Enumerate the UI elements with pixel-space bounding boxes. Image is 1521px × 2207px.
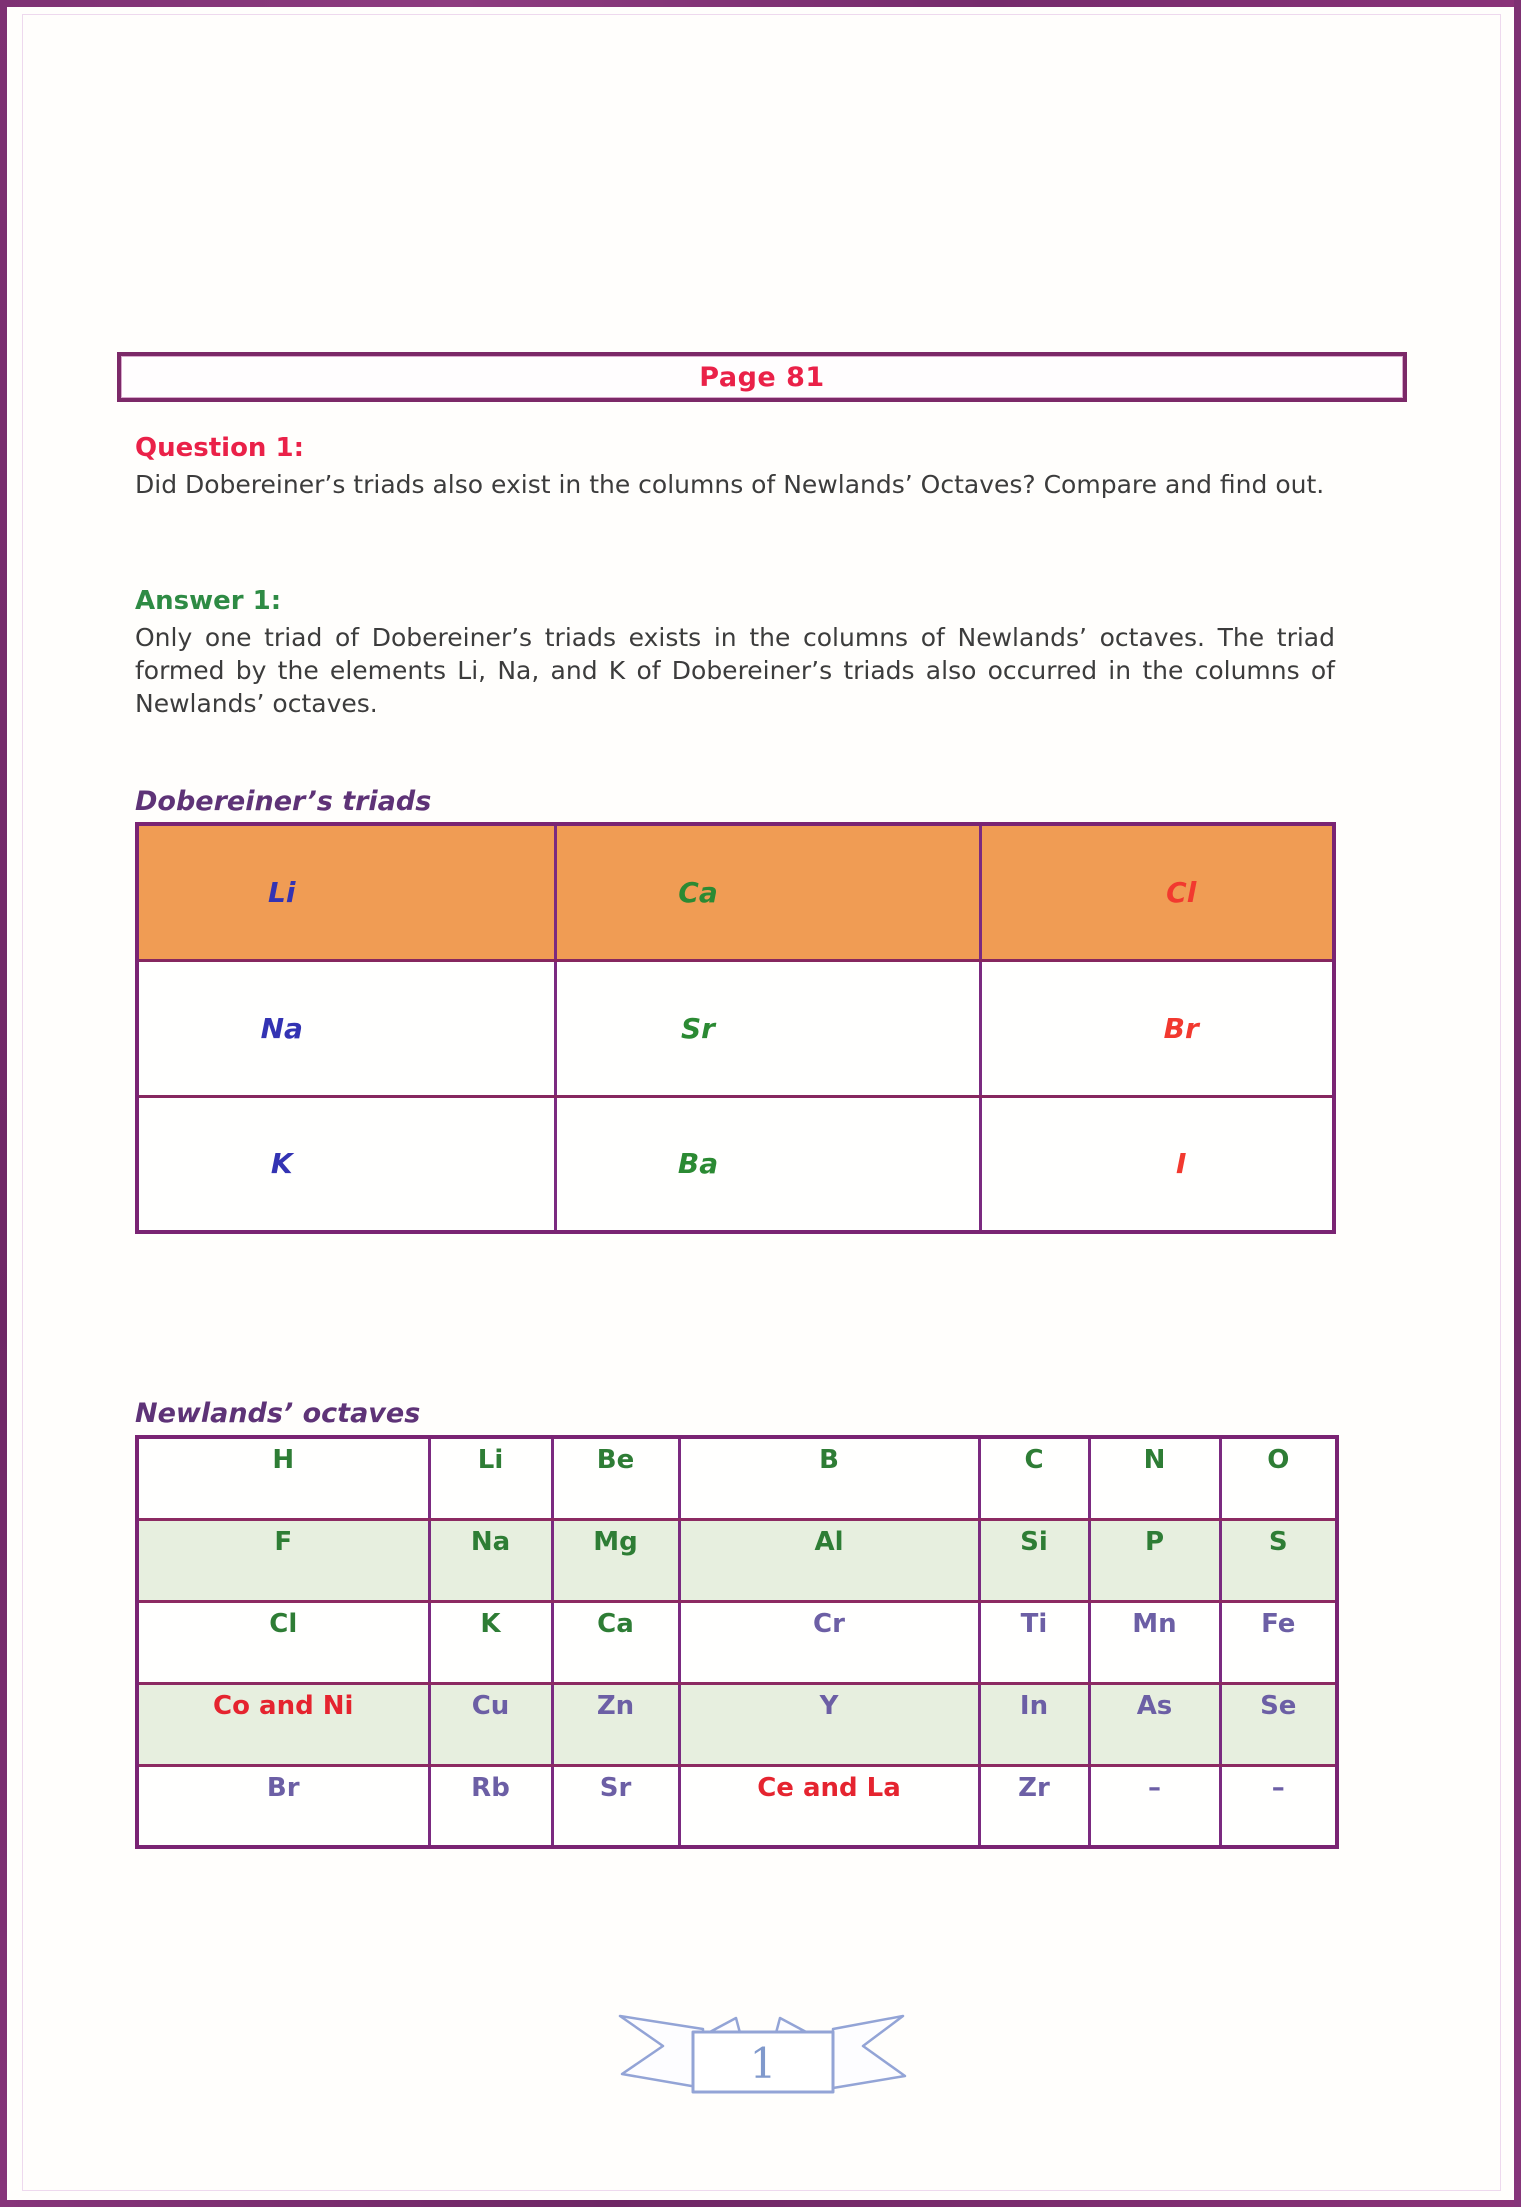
page-border-left <box>0 0 7 2207</box>
question-section <box>135 433 1335 501</box>
element-cell: H <box>137 1437 429 1519</box>
table-row <box>137 960 1334 1096</box>
answer-section <box>135 586 1335 720</box>
page-banner-label: Page 81 <box>699 361 825 393</box>
element-cell: Na <box>137 960 555 1096</box>
element-cell: In <box>979 1683 1089 1765</box>
element-cell: Li <box>137 824 555 960</box>
element-cell: Se <box>1220 1683 1337 1765</box>
element-cell: Sr <box>555 960 980 1096</box>
element-cell: Fe <box>1220 1601 1337 1683</box>
element-cell: B <box>679 1437 979 1519</box>
element-cell: Cl <box>137 1601 429 1683</box>
element-cell: Br <box>980 960 1334 1096</box>
element-cell: S <box>1220 1519 1337 1601</box>
answer-label: Answer 1: <box>135 586 282 616</box>
element-cell: Na <box>429 1519 552 1601</box>
page-number: 1 <box>749 2039 777 2088</box>
element-cell: Zn <box>552 1683 679 1765</box>
triads-table-heading: Dobereiner’s triads <box>135 786 432 817</box>
element-cell: – <box>1220 1765 1337 1847</box>
element-cell: I <box>980 1096 1334 1232</box>
ribbon-left-tail <box>620 2016 703 2088</box>
table-row <box>137 1601 1337 1683</box>
table-row <box>137 1765 1337 1847</box>
element-cell: Mn <box>1089 1601 1220 1683</box>
answer-text: Only one triad of Dobereiner’s triads exists in the columns of Newlands’ octaves. The triad formed by the elements Li, Na, and K of Dobereiner’s triads also occurred in the columns of Newlands’ octaves. <box>135 623 1335 718</box>
element-cell: Ti <box>979 1601 1089 1683</box>
element-cell: Ba <box>555 1096 980 1232</box>
page-border-bottom <box>0 2200 1521 2207</box>
element-cell: O <box>1220 1437 1337 1519</box>
question-label: Question 1: <box>135 433 304 463</box>
element-cell: Al <box>679 1519 979 1601</box>
table-row <box>137 1437 1337 1519</box>
ribbon-right-tail <box>833 2016 905 2088</box>
element-cell: Mg <box>552 1519 679 1601</box>
element-cell: Co and Ni <box>137 1683 429 1765</box>
element-cell: Ca <box>555 824 980 960</box>
element-cell: Ce and La <box>679 1765 979 1847</box>
element-cell: Li <box>429 1437 552 1519</box>
table-row <box>137 1683 1337 1765</box>
element-cell: K <box>137 1096 555 1232</box>
element-cell: Ca <box>552 1601 679 1683</box>
element-cell: N <box>1089 1437 1220 1519</box>
element-cell: Cl <box>980 824 1334 960</box>
element-cell: F <box>137 1519 429 1601</box>
newlands-octaves-table <box>135 1435 1339 1849</box>
octaves-table-heading: Newlands’ octaves <box>135 1398 421 1429</box>
element-cell: – <box>1089 1765 1220 1847</box>
element-cell: K <box>429 1601 552 1683</box>
element-cell: Sr <box>552 1765 679 1847</box>
page-banner <box>117 352 1407 402</box>
table-row <box>137 824 1334 960</box>
element-cell: Cu <box>429 1683 552 1765</box>
page-border-top <box>0 0 1521 7</box>
element-cell: Si <box>979 1519 1089 1601</box>
page-number-ribbon <box>608 1996 908 2108</box>
element-cell: Be <box>552 1437 679 1519</box>
element-cell: Y <box>679 1683 979 1765</box>
table-row <box>137 1519 1337 1601</box>
element-cell: Zr <box>979 1765 1089 1847</box>
element-cell: P <box>1089 1519 1220 1601</box>
element-cell: As <box>1089 1683 1220 1765</box>
element-cell: Cr <box>679 1601 979 1683</box>
dobereiner-triads-table <box>135 822 1336 1234</box>
page-border-right <box>1514 0 1521 2207</box>
question-text: Did Dobereiner’s triads also exist in the columns of Newlands’ Octaves? Compare and find out. <box>135 470 1325 499</box>
element-cell: C <box>979 1437 1089 1519</box>
element-cell: Rb <box>429 1765 552 1847</box>
element-cell: Br <box>137 1765 429 1847</box>
table-row <box>137 1096 1334 1232</box>
